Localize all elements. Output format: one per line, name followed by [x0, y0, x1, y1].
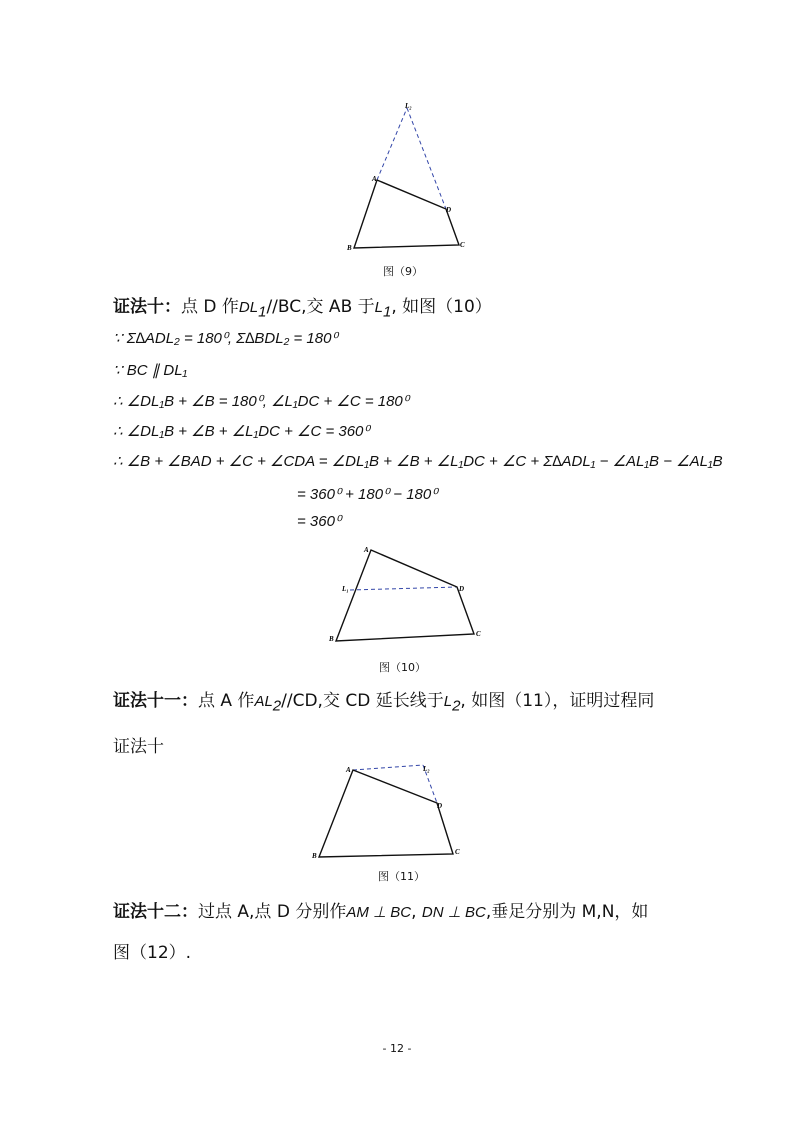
fig9-caption: 图（9） [383, 265, 423, 278]
figure-9 [340, 100, 470, 255]
method11-sub-a: 2 [272, 697, 282, 715]
method12-text-a: 过点 A,点 D 分别作 [198, 902, 347, 922]
proof-line-2: ∵ BC ∥ DL₁ [113, 362, 188, 379]
method10-sub-a: 1 [258, 303, 267, 321]
fig9-label-a: A [372, 175, 377, 183]
method10-heading-line [113, 292, 492, 320]
proof-line-4: ∴ ∠DL₁B + ∠B + ∠L₁DC + ∠C = 360⁰ [113, 423, 370, 440]
fig9-label-c: C [460, 241, 465, 249]
figure-11 [308, 758, 468, 863]
fig9-label-top: L₂ [405, 102, 412, 110]
fig10-caption: 图（10） [379, 661, 426, 674]
method12-heading: 证法十二： [113, 902, 198, 922]
method12-text-c: ,垂足分别为 M,N，如 [485, 902, 649, 922]
method11-text-b: //CD,交 CD 延长线于 [281, 691, 444, 711]
fig9-label-b: B [347, 244, 352, 252]
method11-math-b: L [443, 693, 453, 710]
page-number: - 12 - [382, 1042, 412, 1055]
method12-heading-line [113, 897, 648, 922]
fig11-label-a: A [346, 766, 351, 774]
fig11-caption: 图（11） [378, 870, 425, 883]
fig11-label-b: B [312, 852, 317, 860]
proof-line-5: ∴ ∠B + ∠BAD + ∠C + ∠CDA = ∠DL₁B + ∠B + ∠L₁DC + ∠C + Σ∆ADL₁ − ∠AL₁B − ∠AL₁B [113, 453, 723, 470]
fig11-label-c: C [455, 848, 460, 856]
method11-sub-b: 2 [452, 697, 461, 715]
figure-10 [325, 542, 495, 647]
proof-line-7: = 360⁰ [297, 513, 341, 530]
proof-line-3: ∴ ∠DL₁B + ∠B = 180⁰, ∠L₁DC + ∠C = 180⁰ [113, 393, 409, 410]
method11-line-2: 证法十 [113, 737, 164, 757]
method10-heading: 证法十： [113, 297, 181, 317]
method11-text-c: , 如图（11），证明过程同 [460, 691, 655, 711]
method10-text-b: //BC,交 AB 于 [266, 297, 375, 317]
proof-line-6: = 360⁰ + 180⁰ − 180⁰ [297, 486, 438, 503]
method11-heading: 证法十一： [113, 691, 198, 711]
method10-math-b: L [374, 299, 383, 316]
method10-math-a: DL [238, 299, 259, 316]
fig9-label-d: D [446, 206, 452, 214]
method12-line-2: 图（12）. [113, 943, 192, 963]
fig10-label-c: C [476, 630, 481, 638]
fig10-label-a: A [364, 546, 369, 554]
fig11-label-l2: L₂ [423, 765, 430, 773]
method11-heading-line [113, 686, 654, 714]
fig11-label-d: D [437, 802, 443, 810]
method10-text-a: 点 D 作 [181, 297, 239, 317]
method11-math-a: AL [254, 693, 273, 710]
method12-math-a: AM ⊥ BC [346, 904, 412, 921]
proof-line-1: ∵ Σ∆ADL₂ = 180⁰, Σ∆BDL₂ = 180⁰ [113, 330, 338, 347]
method12-math-b: DN ⊥ BC [421, 904, 486, 921]
method12-text-b: , [411, 902, 417, 922]
fig10-label-b: B [329, 635, 334, 643]
method10-text-c: , 如图（10） [391, 297, 492, 317]
fig10-label-d: D [459, 585, 465, 593]
method11-text-a: 点 A 作 [198, 691, 255, 711]
method10-sub-b: 1 [382, 303, 392, 321]
fig10-label-l1: L₁ [342, 585, 349, 593]
